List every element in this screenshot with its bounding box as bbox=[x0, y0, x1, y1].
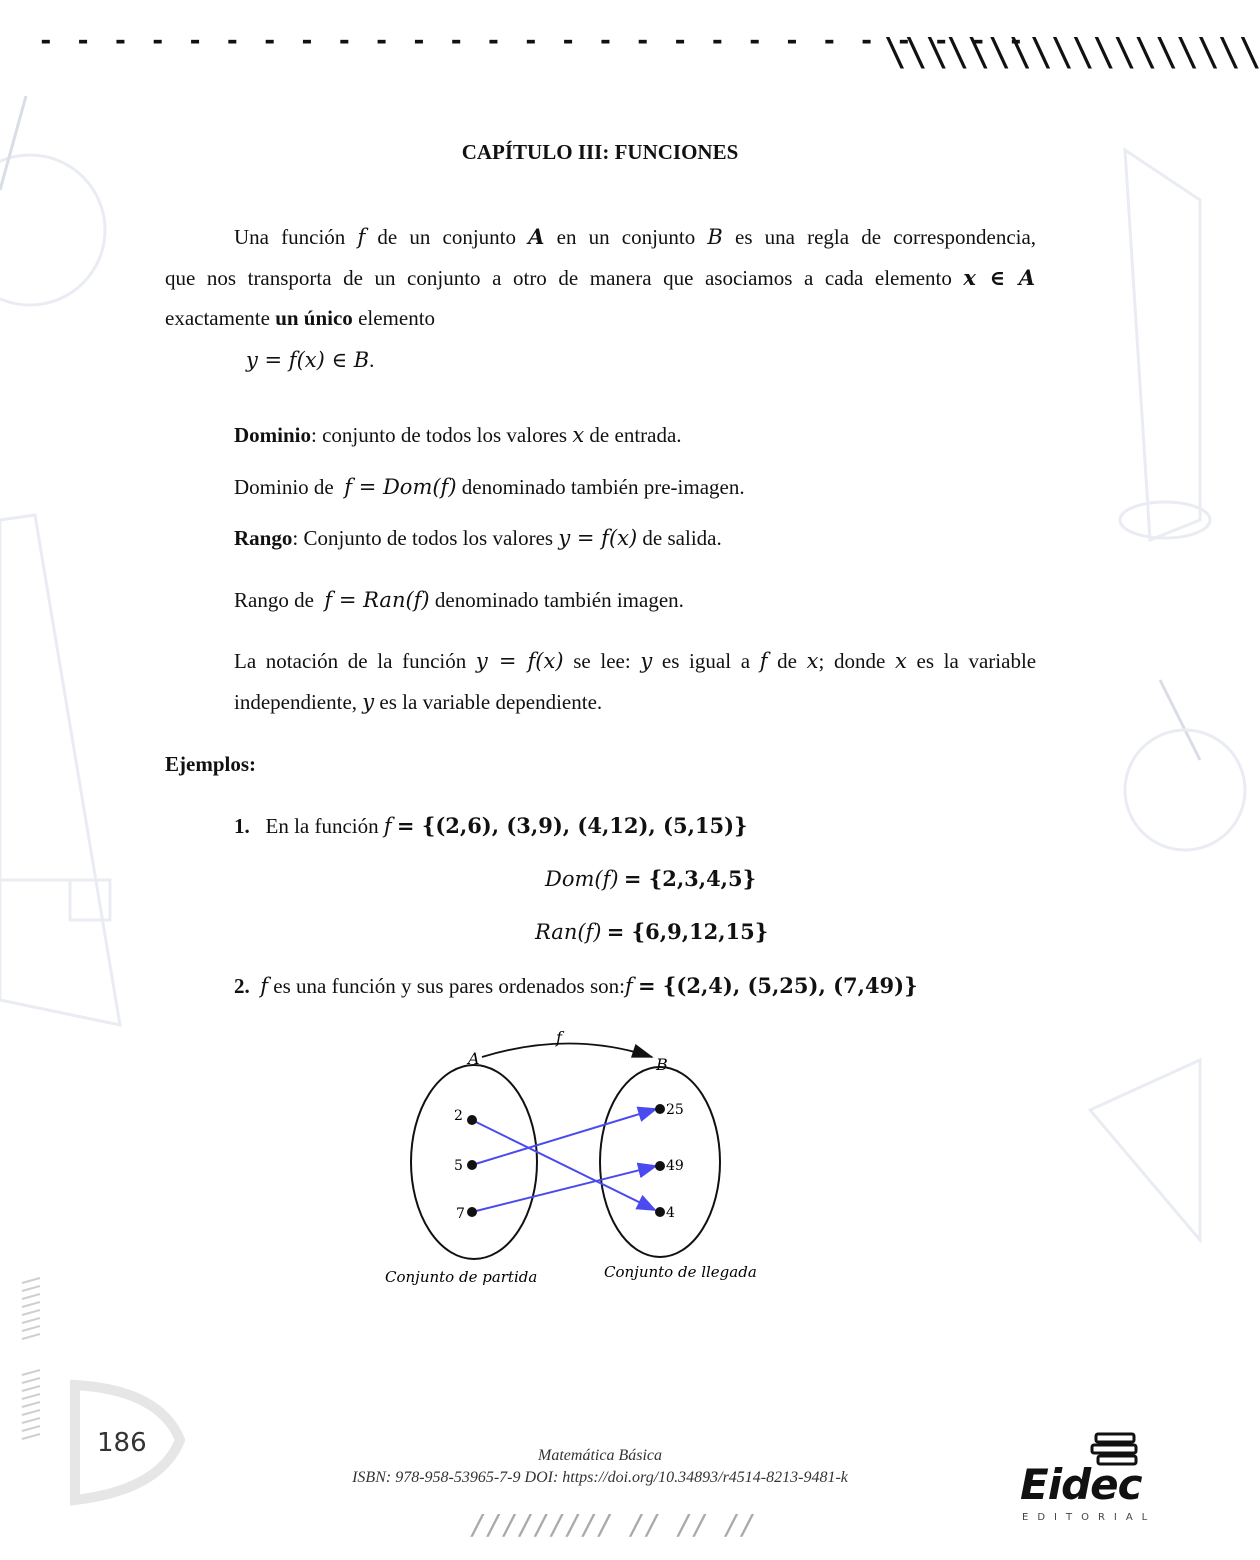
rango-definition: Rango: Conjunto de todos los valores y = f(x) de salida. bbox=[234, 526, 722, 550]
function-label: f bbox=[556, 1028, 562, 1047]
domain-point bbox=[467, 1115, 477, 1125]
mapping-arrow-7-to-49 bbox=[472, 1166, 656, 1212]
domain-element: 2 bbox=[454, 1108, 463, 1124]
codomain-point bbox=[655, 1104, 665, 1114]
dominio-definition: Dominio: conjunto de todos los valores x de entrada. bbox=[234, 423, 682, 447]
codomain-element: 4 bbox=[666, 1205, 675, 1221]
codomain-element: 25 bbox=[666, 1102, 684, 1118]
footer-isbn: ISBN: 978-958-53965-7-9 DOI: https://doi.org/10.34893/r4514-8213-9481-k bbox=[352, 1469, 848, 1486]
dom-notation: Dominio de f = Dom(f) denominado también pre-imagen. bbox=[234, 475, 745, 499]
ran-notation: Rango de f = Ran(f) denominado también imagen. bbox=[234, 588, 684, 612]
chapter-title: CAPÍTULO III: FUNCIONES bbox=[461, 140, 739, 164]
domain-caption: Conjunto de partida bbox=[385, 1268, 538, 1286]
domain-point bbox=[467, 1160, 477, 1170]
example-1-domain: Dom(f) = {2,3,4,5} bbox=[545, 866, 757, 891]
set-b-label: B bbox=[656, 1055, 668, 1074]
publisher-logo-subtitle: EDITORIAL bbox=[1022, 1512, 1157, 1523]
codomain-element: 49 bbox=[666, 1158, 684, 1174]
intro-line-2: que nos transporta de un conjunto a otro de manera que asociamos a cada elemento x ∈ A bbox=[165, 265, 1036, 290]
function-mapping-diagram bbox=[380, 1020, 790, 1295]
function-arrow bbox=[482, 1044, 652, 1058]
page-number: 186 bbox=[97, 1428, 147, 1458]
intro-line-1: Una función f de un conjunto A en un conjunto B es una regla de correspondencia, bbox=[234, 224, 1037, 249]
set-a-label: A bbox=[468, 1049, 480, 1068]
domain-point bbox=[467, 1207, 477, 1217]
codomain-point bbox=[655, 1207, 665, 1217]
mapping-arrow-2-to-4 bbox=[472, 1120, 655, 1210]
intro-formula: y = f(x) ∈ B. bbox=[246, 348, 375, 372]
mapping-arrow-5-to-25 bbox=[472, 1109, 656, 1165]
publisher-logo: Eidec bbox=[1020, 1460, 1142, 1509]
example-1: 1. En la función f = {(2,6), (3,9), (4,12), (5,15)} bbox=[234, 813, 748, 838]
example-2: 2. f es una función y sus pares ordenados son:f = {(2,4), (5,25), (7,49)} bbox=[234, 973, 918, 998]
notation-line-1: La notación de la función y = f(x) se lee: y es igual a f de x; donde x es la variable bbox=[234, 649, 1037, 673]
notation-line-2: independiente, y es la variable dependiente. bbox=[234, 690, 603, 714]
header-slashes: \\\\\\\\\\\\\\\\\\ bbox=[884, 30, 1260, 74]
footer-book-title: Matemática Básica bbox=[538, 1447, 662, 1464]
intro-line-3: exactamente un único elemento bbox=[165, 306, 436, 330]
header-dashes: - - - - - - - - - - - - - - - - - - - - - - - - - - - bbox=[38, 26, 1027, 56]
example-1-range: Ran(f) = {6,9,12,15} bbox=[535, 919, 769, 944]
domain-element: 7 bbox=[456, 1206, 465, 1222]
examples-heading: Ejemplos: bbox=[165, 752, 256, 776]
codomain-caption: Conjunto de llegada bbox=[604, 1263, 757, 1281]
codomain-point bbox=[655, 1161, 665, 1171]
domain-element: 5 bbox=[454, 1158, 463, 1174]
footer-slashes: ///////// // // // bbox=[470, 1508, 756, 1541]
